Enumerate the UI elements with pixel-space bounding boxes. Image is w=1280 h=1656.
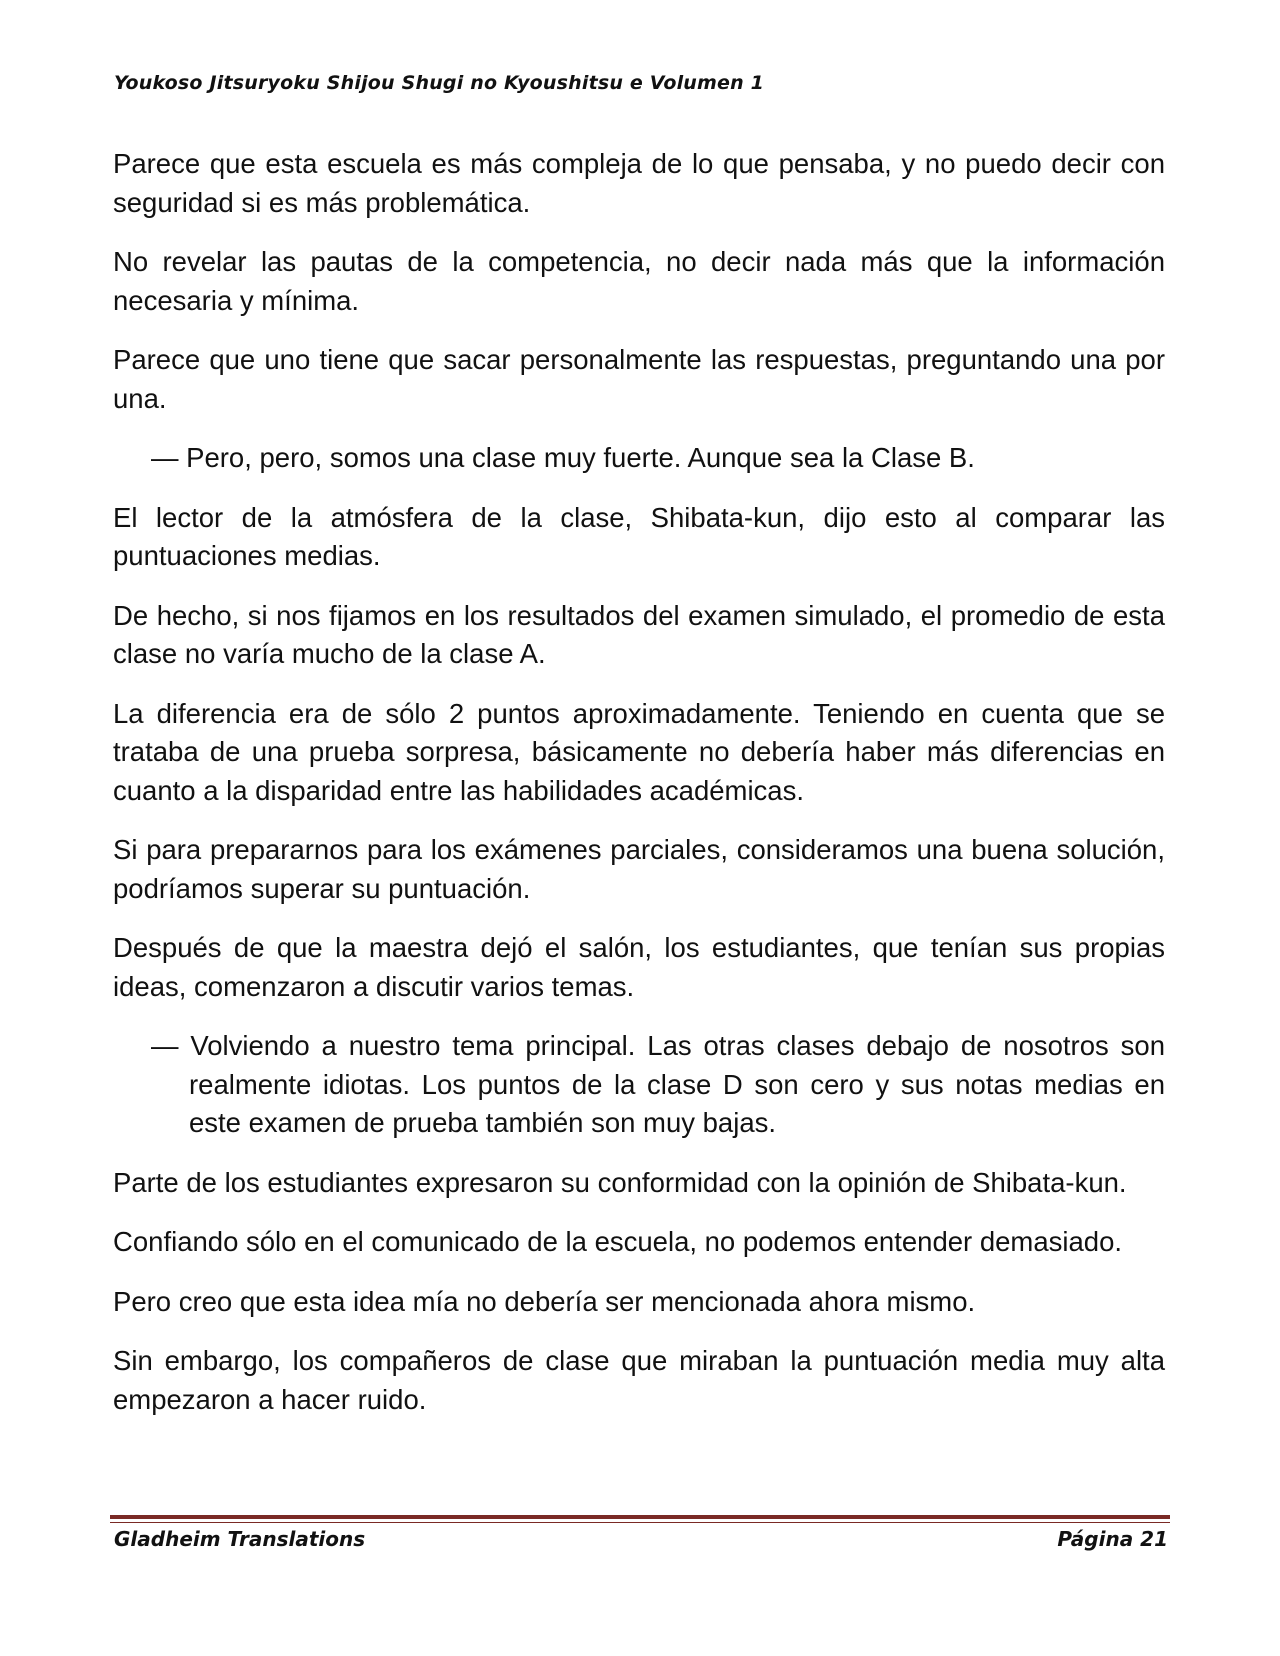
paragraph: El lector de la atmósfera de la clase, Shibata-kun, dijo esto al comparar las puntuaciones medias. bbox=[113, 501, 1165, 571]
footer-divider bbox=[110, 1515, 1170, 1519]
paragraph: Parece que uno tiene que sacar personalmente las respuestas, preguntando una por una. bbox=[113, 344, 1165, 414]
paragraph: De hecho, si nos fijamos en los resultados del examen simulado, el promedio de esta clase no varía mucho de la clase A. bbox=[113, 599, 1165, 669]
paragraph: Confiando sólo en el comunicado de la escuela, no podemos entender demasiado. bbox=[113, 1226, 1123, 1257]
dialogue-line: — Pero, pero, somos una clase muy fuerte. Aunque sea la Clase B. bbox=[151, 442, 975, 473]
paragraph: No revelar las pautas de la competencia, no decir nada más que la información necesaria y mínima. bbox=[113, 246, 1165, 316]
page-header-title: Youkoso Jitsuryoku Shijou Shugi no Kyoushitsu e Volumen 1 bbox=[114, 72, 765, 94]
document-body bbox=[113, 145, 1165, 1440]
footer-divider-thin bbox=[110, 1522, 1170, 1523]
paragraph: Sin embargo, los compañeros de clase que miraban la puntuación media muy alta empezaron a hacer ruido. bbox=[113, 1345, 1165, 1415]
paragraph: Parte de los estudiantes expresaron su conformidad con la opinión de Shibata-kun. bbox=[113, 1166, 1127, 1198]
paragraph: La diferencia era de sólo 2 puntos aproximadamente. Teniendo en cuenta que se trataba de una prueba sorpresa, básicamente no debería haber más diferencias en cuanto a la disparidad entre las habilidades académicas. bbox=[113, 697, 1165, 806]
paragraph: Si para prepararnos para los exámenes parciales, consideramos una buena solución, podríamos superar su puntuación. bbox=[113, 834, 1165, 904]
page-number: Página 21 bbox=[1057, 1527, 1168, 1551]
footer-publisher: Gladheim Translations bbox=[114, 1527, 366, 1551]
dialogue-line: — Volviendo a nuestro tema principal. Las otras clases debajo de nosotros son realmente idiotas. Los puntos de la clase D son cero y sus notas medias en este examen de prueba también son muy bajas. bbox=[151, 1030, 1165, 1138]
paragraph: Después de que la maestra dejó el salón, los estudiantes, que tenían sus propias ideas, comenzaron a discutir varios temas. bbox=[113, 932, 1165, 1002]
paragraph: Pero creo que esta idea mía no debería ser mencionada ahora mismo. bbox=[113, 1285, 976, 1317]
paragraph: Parece que esta escuela es más compleja de lo que pensaba, y no puedo decir con seguridad si es más problemática. bbox=[113, 148, 1165, 218]
